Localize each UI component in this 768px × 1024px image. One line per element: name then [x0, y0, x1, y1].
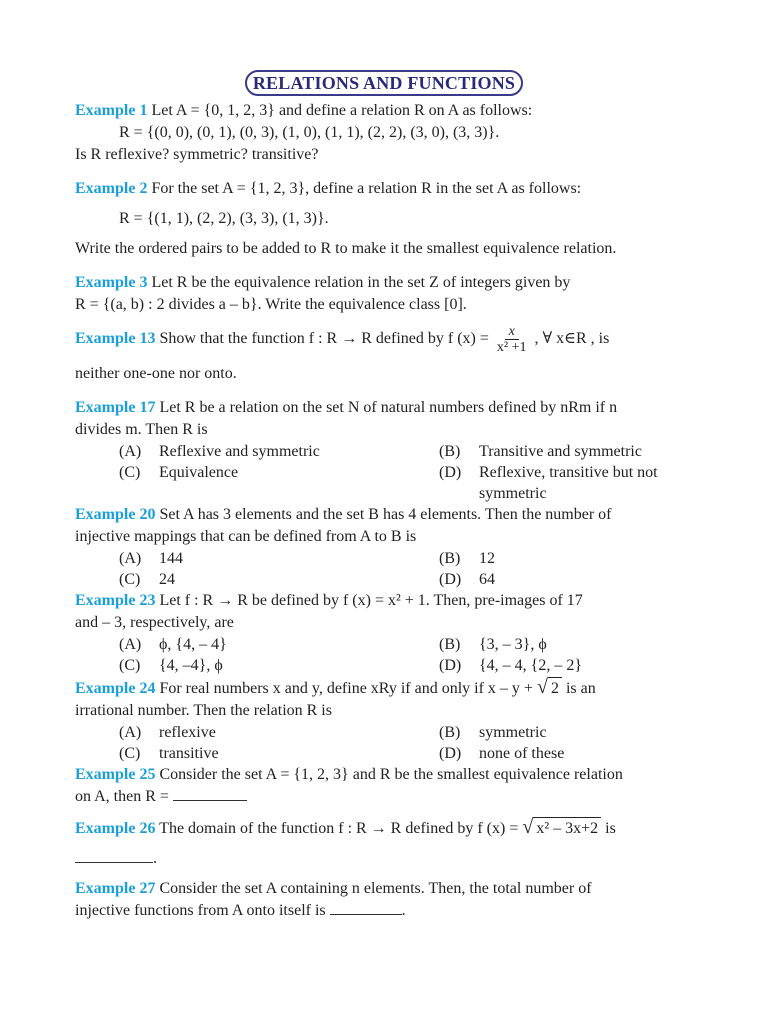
document-page [75, 70, 693, 922]
example-25 [75, 764, 693, 786]
example-13-line2: neither one-one nor onto. [75, 365, 237, 382]
option-letter: (C) [119, 464, 141, 481]
option-d [439, 569, 737, 590]
example-23-line2: and – 3, respectively, are [75, 614, 234, 631]
options-grid [75, 548, 693, 590]
example-label: Example 3 [75, 274, 148, 291]
option-text: symmetric [479, 485, 547, 502]
fraction [495, 324, 529, 355]
example-24-line2: irrational number. Then the relation R is [75, 702, 332, 719]
example-2-question: Write the ordered pairs to be added to R to make it the smallest equivalence relation. [75, 240, 617, 257]
example-2-set: R = {(1, 1), (2, 2), (3, 3), (1, 3)}. [119, 210, 329, 227]
example-text: For real numbers x and y, define xRy if and only if x – y + [159, 680, 533, 697]
option-text: ϕ, {4, – 4} [159, 636, 227, 653]
example-1 [75, 100, 693, 122]
example-20 [75, 504, 693, 526]
option-text: transitive [159, 745, 219, 762]
example-3 [75, 272, 693, 294]
example-26-line2: . [75, 848, 693, 870]
option-b [439, 548, 737, 569]
option-b [439, 722, 737, 743]
options-grid [75, 634, 693, 676]
example-23 [75, 590, 693, 612]
example-20-line2: injective mappings that can be defined from A to B is [75, 528, 417, 545]
fraction-numerator: x [505, 324, 519, 340]
example-3-line2: R = {(a, b) : 2 divides a – b}. Write the equivalence class [0]. [75, 296, 467, 313]
option-text: {4, –4}, ϕ [159, 657, 223, 674]
option-a [119, 548, 439, 569]
option-letter: (A) [119, 724, 142, 741]
option-text: Equivalence [159, 464, 239, 481]
option-letter: (C) [119, 745, 141, 762]
example-text: Let R be the equivalence relation in the set Z of integers given by [151, 274, 571, 291]
options-grid [75, 722, 693, 764]
example-label: Example 24 [75, 680, 156, 697]
example-13 [75, 324, 693, 355]
option-c [119, 462, 439, 483]
option-letter: (B) [439, 443, 461, 460]
example-text: The domain of the function f : R → R defined by f (x) = [159, 820, 519, 837]
example-text: Let A = {0, 1, 2, 3} and define a relation R on A as follows: [151, 102, 533, 119]
option-letter: (C) [119, 571, 141, 588]
option-d [439, 462, 737, 483]
example-label: Example 20 [75, 506, 156, 523]
option-text: 144 [159, 550, 183, 567]
example-25-line2 [75, 786, 693, 808]
radical-sign: √ [536, 676, 548, 698]
example-27 [75, 878, 693, 900]
example-1-set: R = {(0, 0), (0, 1), (0, 3), (1, 0), (1, 1), (2, 2), (3, 0), (3, 3)}. [119, 124, 500, 141]
option-letter: (A) [119, 636, 142, 653]
option-d [439, 655, 737, 676]
option-text: 12 [479, 550, 495, 567]
example-label: Example 27 [75, 880, 156, 897]
option-text: 24 [159, 571, 175, 588]
example-label: Example 1 [75, 102, 148, 119]
example-label: Example 2 [75, 180, 148, 197]
page-title: RELATIONS AND FUNCTIONS [245, 70, 523, 96]
option-text: Transitive and symmetric [479, 443, 642, 460]
example-text: Let f : R → R be defined by f (x) = x² + 1. Then, pre-images of 17 [159, 592, 583, 609]
title-wrap [75, 70, 693, 96]
example-text: Consider the set A = {1, 2, 3} and R be the smallest equivalence relation [159, 766, 623, 783]
example-text: Set A has 3 elements and the set B has 4 elements. Then the number of [159, 506, 612, 523]
example-label: Example 17 [75, 399, 156, 416]
option-letter: (A) [119, 550, 142, 567]
option-letter: (B) [439, 550, 461, 567]
option-letter: (A) [119, 443, 142, 460]
option-c [119, 743, 439, 764]
example-26 [75, 816, 693, 840]
answer-blank [330, 900, 402, 915]
option-letter: (B) [439, 636, 461, 653]
option-text: 64 [479, 571, 495, 588]
example-text: Show that the function f : R → R defined by f (x) = [159, 330, 489, 348]
example-17 [75, 397, 693, 419]
option-text: {3, – 3}, ϕ [479, 636, 547, 653]
example-label: Example 26 [75, 820, 156, 837]
option-text: reflexive [159, 724, 216, 741]
option-letter: (D) [439, 571, 462, 588]
fraction-denominator: x² +1 [496, 340, 527, 355]
answer-blank [173, 786, 247, 801]
option-a [119, 634, 439, 655]
example-1-question: Is R reflexive? symmetric? transitive? [75, 146, 319, 163]
example-27-line2: injective functions from A onto itself is . [75, 902, 406, 919]
option-a [119, 441, 439, 462]
option-text: Reflexive and symmetric [159, 443, 320, 460]
example-text: Consider the set A containing n elements. Then, the total number of [159, 880, 592, 897]
example-17-line2: divides m. Then R is [75, 421, 208, 438]
example-24 [75, 676, 693, 700]
option-letter: (B) [439, 724, 461, 741]
option-b [439, 634, 737, 655]
option-d-continued [439, 483, 737, 504]
options-grid [75, 441, 693, 504]
example-text: injective functions from A onto itself is [75, 902, 326, 919]
option-text: Reflexive, transitive but not [479, 464, 658, 481]
option-b [439, 441, 737, 462]
option-letter: (D) [439, 464, 462, 481]
option-text: {4, – 4, {2, – 2} [479, 657, 583, 674]
option-letter: (D) [439, 745, 462, 762]
sqrt-expression [522, 816, 601, 838]
option-text: symmetric [479, 724, 547, 741]
example-label: Example 13 [75, 330, 156, 348]
radical-sign: √ [522, 816, 534, 838]
example-text-tail: is [605, 820, 616, 837]
answer-blank [75, 848, 153, 863]
example-2 [75, 178, 693, 200]
example-text: Let R be a relation on the set N of natural numbers defined by nRm if n [159, 399, 618, 416]
option-a [119, 722, 439, 743]
example-label: Example 25 [75, 766, 156, 783]
radicand: 2 [548, 677, 562, 700]
option-letter: (C) [119, 657, 141, 674]
option-c [119, 655, 439, 676]
option-c [119, 569, 439, 590]
example-text-tail: is an [565, 680, 596, 697]
example-label: Example 23 [75, 592, 156, 609]
option-d [439, 743, 737, 764]
example-text: on A, then R = [75, 788, 169, 805]
option-letter: (D) [439, 657, 462, 674]
option-text: none of these [479, 745, 565, 762]
example-text-tail: , ∀ x∈R , is [534, 330, 610, 348]
radicand: x² – 3x+2 [533, 817, 601, 840]
sqrt-expression [536, 676, 562, 698]
example-text: For the set A = {1, 2, 3}, define a relation R in the set A as follows: [151, 180, 582, 197]
